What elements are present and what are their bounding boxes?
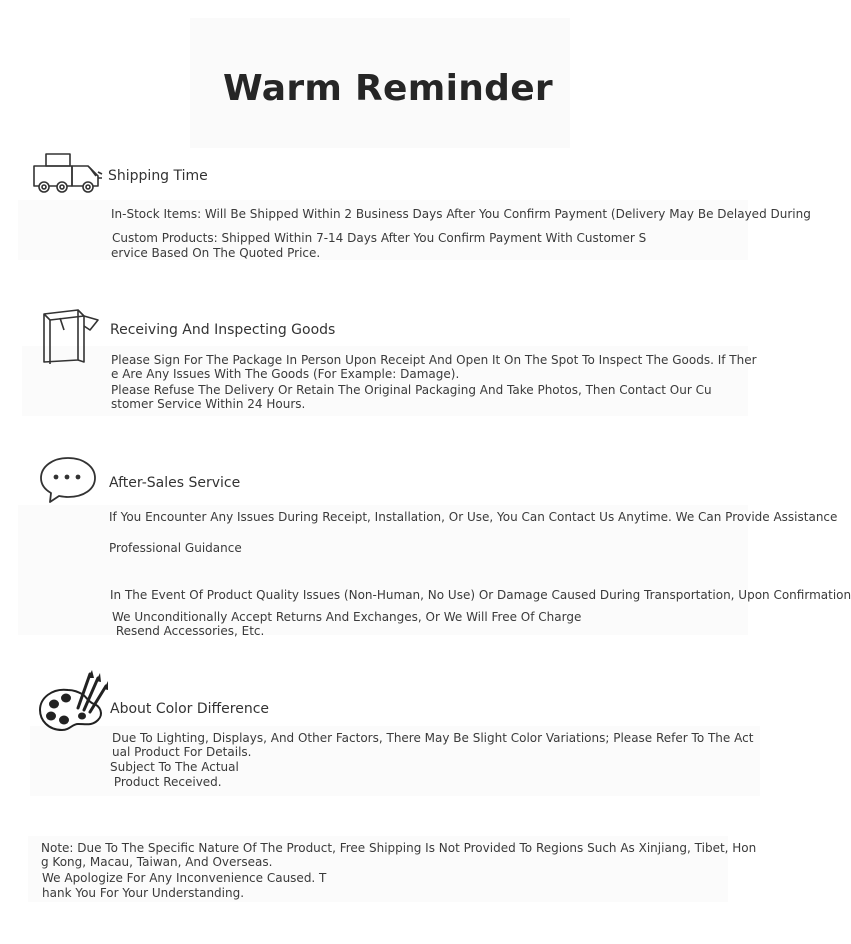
color-line-3: Subject To The Actual — [110, 760, 239, 774]
note-line-3: We Apologize For Any Inconvenience Caused. T — [42, 871, 327, 885]
note-line-4: hank You For Your Understanding. — [42, 886, 245, 900]
color-line-1: Due To Lighting, Displays, And Other Factors, There May Be Slight Color Variations; Please Refer To The Act — [112, 731, 754, 745]
shipping-line-3: ervice Based On The Quoted Price. — [111, 246, 321, 260]
receiving-line-2: e Are Any Issues With The Goods (For Example: Damage). — [111, 367, 460, 381]
color-heading: About Color Difference — [110, 701, 270, 717]
page-title: Warm Reminder — [223, 68, 553, 109]
aftersales-line-1: If You Encounter Any Issues During Receipt, Installation, Or Use, You Can Contact Us Anytime. We Can Provide Assistance — [109, 510, 838, 524]
aftersales-line-5: Resend Accessories, Etc. — [112, 624, 265, 638]
shipping-line-2: Custom Products: Shipped Within 7-14 Days After You Confirm Payment With Customer S — [112, 231, 647, 245]
receiving-line-4: stomer Service Within 24 Hours. — [111, 397, 306, 411]
receiving-heading: Receiving And Inspecting Goods — [110, 322, 336, 338]
shipping-heading: Shipping Time — [108, 168, 208, 184]
truck-icon — [32, 152, 104, 200]
aftersales-line-2: Professional Guidance — [109, 541, 242, 555]
aftersales-heading: After-Sales Service — [109, 475, 241, 491]
note-line-2: g Kong, Macau, Taiwan, And Overseas. — [41, 855, 273, 869]
receiving-line-3: Please Refuse The Delivery Or Retain The Original Packaging And Take Photos, Then Contact Our Cu — [111, 383, 712, 397]
color-line-4: Product Received. — [110, 775, 222, 789]
aftersales-line-3: In The Event Of Product Quality Issues (Non-Human, No Use) Or Damage Caused During Transportation, Upon Confirmation — [110, 588, 851, 602]
aftersales-line-4: We Unconditionally Accept Returns And Exchanges, Or We Will Free Of Charge — [112, 610, 582, 624]
chat-bubble-icon — [38, 455, 98, 507]
box-icon — [38, 308, 104, 370]
note-line-1: Note: Due To The Specific Nature Of The Product, Free Shipping Is Not Provided To Regions Such As Xinjiang, Tibet, Hon — [41, 841, 757, 855]
palette-icon — [38, 668, 110, 738]
color-line-2: ual Product For Details. — [112, 745, 252, 759]
receiving-line-1: Please Sign For The Package In Person Upon Receipt And Open It On The Spot To Inspect The Goods. If Ther — [111, 353, 757, 367]
shipping-line-1: In-Stock Items: Will Be Shipped Within 2 Business Days After You Confirm Payment (Delivery May Be Delayed During — [111, 207, 811, 221]
